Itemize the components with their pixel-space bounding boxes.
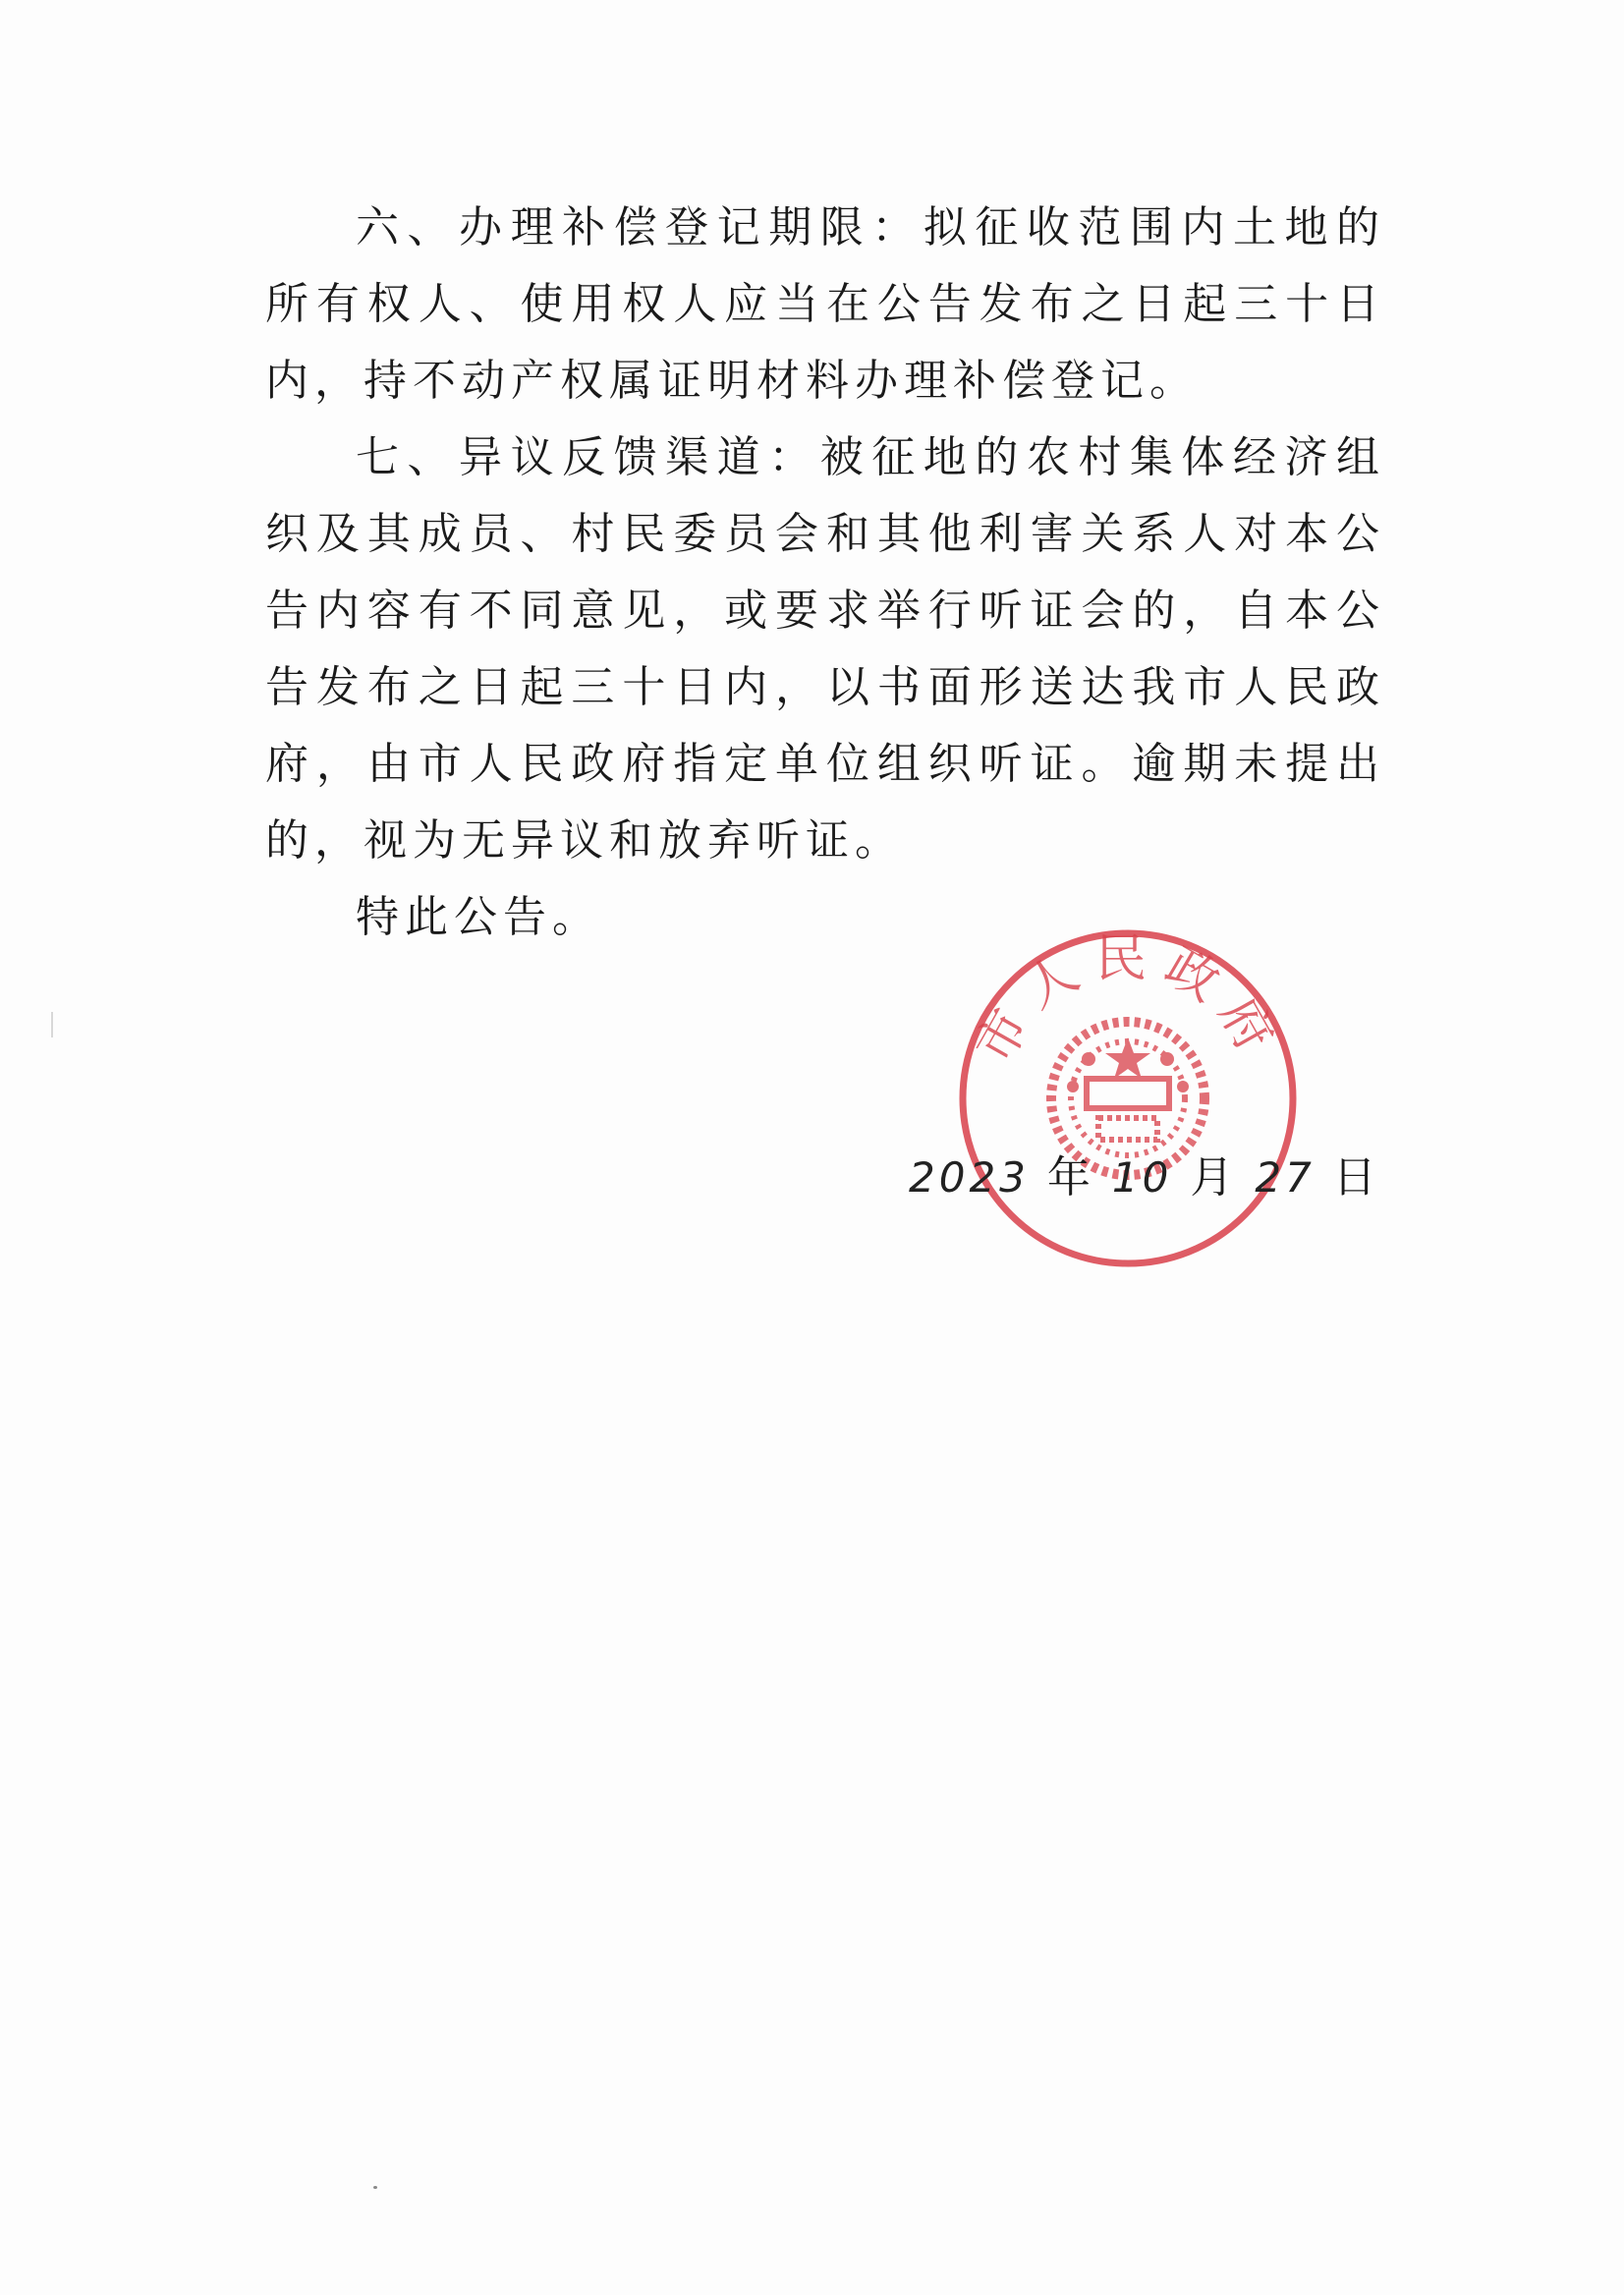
date-day: 27 bbox=[1255, 1153, 1316, 1202]
date-month-unit: 月 bbox=[1190, 1152, 1238, 1203]
issue-date bbox=[909, 1142, 1380, 1204]
paragraph-closing: 特此公告。 bbox=[356, 892, 601, 942]
notice-body bbox=[265, 190, 1385, 956]
date-year-unit: 年 bbox=[1046, 1152, 1094, 1203]
paragraph-compensation-registration: 六、办理补偿登记期限：拟征收范围内土地的所有权人、使用权人应当在公告发布之日起三十日内，持不动产权属证明材料办理补偿登记。 bbox=[265, 202, 1385, 406]
official-seal bbox=[951, 922, 1305, 1275]
scan-edge-mark bbox=[51, 1012, 53, 1037]
date-day-unit: 日 bbox=[1332, 1152, 1380, 1203]
date-year: 2023 bbox=[909, 1153, 1030, 1202]
scan-speck bbox=[373, 2186, 377, 2189]
paragraph-objection-feedback: 七、异议反馈渠道：被征地的农村集体经济组织及其成员、村民委员会和其他利害关系人对本公告内容有不同意见，或要求举行听证会的，自本公告发布之日起三十日内，以书面形送达我市人民政府，由市人民政府指定单位组织听证。逾期未提出的，视为无异议和放弃听证。 bbox=[265, 432, 1385, 866]
seal-icon bbox=[951, 922, 1305, 1275]
seal-text: 市人民政府 bbox=[964, 929, 1292, 1074]
date-month: 10 bbox=[1111, 1153, 1173, 1202]
